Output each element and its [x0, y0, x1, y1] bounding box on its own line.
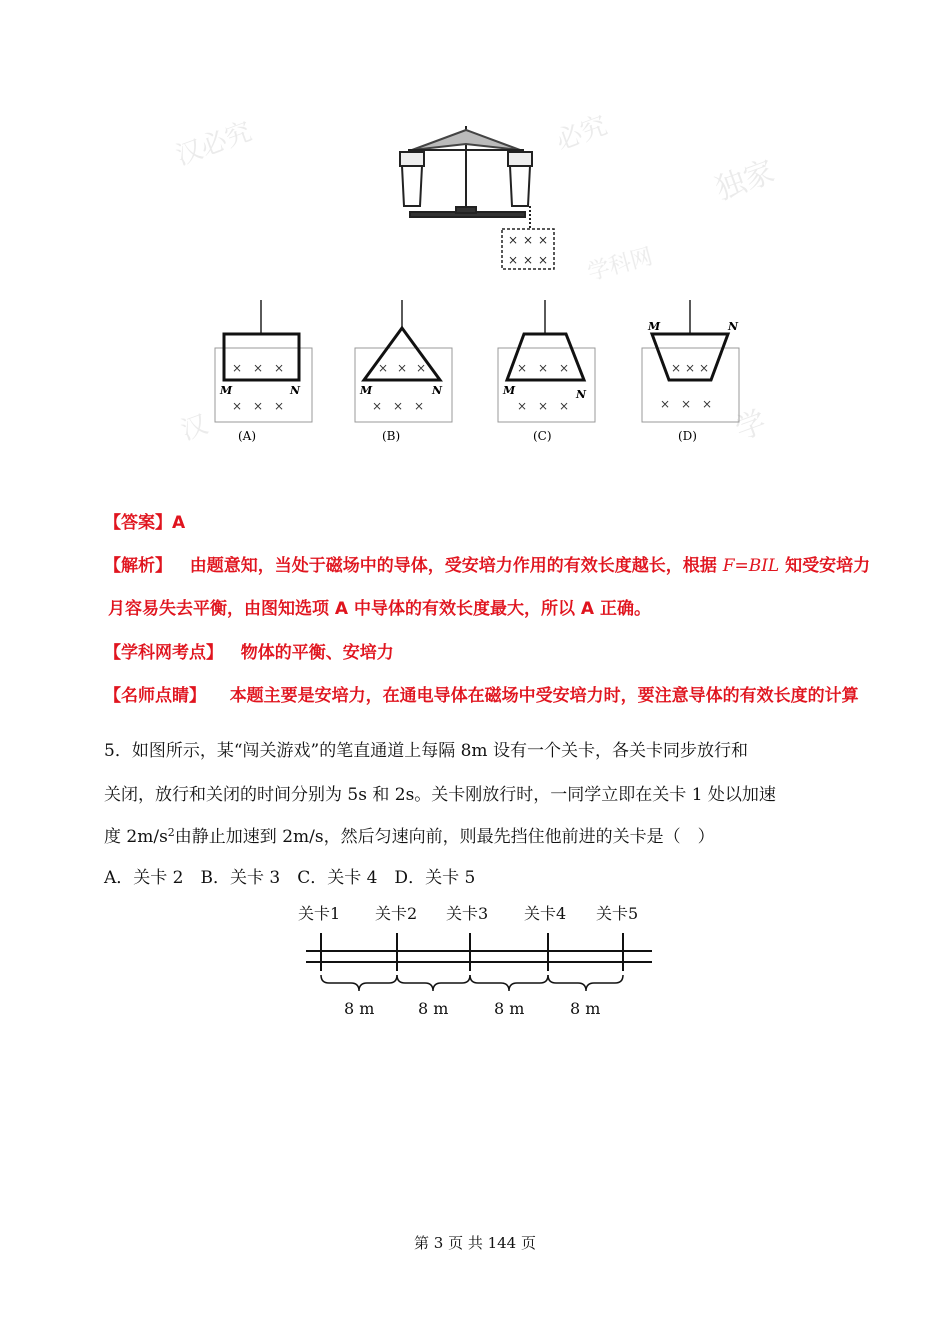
svg-text:×: × — [274, 361, 285, 375]
svg-text:N: N — [576, 388, 587, 401]
question-text-1: 5．如图所示，某“闯关游戏”的笔直通道上每隔 8m 设有一个关卡，各关卡同步放行和 — [104, 741, 748, 761]
question-text-2: 关闭，放行和关闭的时间分别为 5s 和 2s。关卡刚放行时，一同学立即在关卡 1 处以加速 — [104, 785, 776, 805]
analysis-line-2 — [108, 594, 651, 619]
spacing-labels — [344, 999, 600, 1018]
svg-text:M: M — [503, 384, 516, 397]
svg-text:×: × — [378, 361, 389, 375]
svg-text:(B): (B) — [382, 429, 401, 443]
balance-field-crosses — [508, 233, 548, 267]
analysis-text-2: 月容易失去平衡，由图知选项 A 中导体的有效长度最大，所以 A 正确。 — [108, 599, 651, 619]
spacing-label: 8 m — [344, 999, 375, 1018]
mingshi-text: 本题主要是安培力，在通电导体在磁场中受安培力时，要注意导体的有效长度的计算 — [229, 686, 859, 706]
svg-text:×: × — [253, 399, 264, 413]
question-options — [104, 863, 475, 888]
svg-text:必究: 必究 — [552, 110, 612, 157]
panel-b — [355, 300, 452, 443]
spacing-label: 8 m — [494, 999, 525, 1018]
balance-scale — [400, 126, 554, 269]
svg-text:N: N — [290, 384, 301, 397]
answer-value: A — [172, 513, 186, 533]
mingshi-tag: 【名师点睛】 — [104, 686, 206, 706]
analysis-text-1a: 由题意知，当处于磁场中的导体，受安培力作用的有效长度越长，根据 — [189, 556, 717, 576]
svg-text:M: M — [648, 320, 661, 333]
svg-text:×: × — [538, 399, 549, 413]
svg-text:×: × — [559, 361, 570, 375]
svg-text:独家: 独家 — [710, 154, 780, 208]
svg-text:×: × — [414, 399, 425, 413]
kaodian-text: 物体的平衡、安培力 — [240, 643, 394, 663]
spacing-label: 8 m — [570, 999, 601, 1018]
svg-text:(C): (C) — [533, 429, 552, 443]
svg-text:×: × — [523, 253, 534, 267]
question-line-1 — [104, 736, 748, 761]
svg-text:×: × — [393, 399, 404, 413]
svg-text:×: × — [517, 361, 528, 375]
svg-text:×: × — [538, 253, 549, 267]
panel-d — [642, 300, 739, 443]
kaodian-tag: 【学科网考点】 — [104, 643, 223, 663]
svg-text:×: × — [699, 361, 710, 375]
page-footer — [0, 1232, 950, 1253]
svg-text:×: × — [671, 361, 682, 375]
svg-text:(D): (D) — [678, 429, 697, 443]
question-line-3 — [104, 822, 715, 847]
balance-figure — [0, 100, 950, 460]
question-superscript: 2 — [167, 826, 175, 839]
gates-figure — [290, 895, 670, 1025]
svg-text:N: N — [432, 384, 443, 397]
question-line-2 — [104, 780, 776, 805]
svg-text:×: × — [253, 361, 264, 375]
svg-text:×: × — [232, 361, 243, 375]
svg-text:N: N — [728, 320, 739, 333]
mingshi-line — [104, 681, 859, 706]
answer-tag: 【答案】 — [104, 513, 172, 533]
svg-text:学: 学 — [730, 404, 771, 448]
svg-text:汉必究: 汉必究 — [172, 116, 256, 172]
analysis-tag: 【解析】 — [104, 556, 172, 576]
analysis-line-1 — [104, 551, 870, 576]
answer-line — [104, 508, 185, 533]
page-number: 第 3 页 共 144 页 — [413, 1234, 536, 1252]
svg-text:×: × — [685, 361, 696, 375]
track — [306, 933, 652, 971]
question-text-3a: 度 2m/s — [104, 827, 168, 847]
panel-c — [498, 300, 595, 443]
kaodian-line — [104, 638, 394, 663]
question-text-3b: 由静止加速到 2m/s，然后匀速向前，则最先挡住他前进的关卡是（ ） — [174, 827, 715, 847]
svg-text:学科网: 学科网 — [585, 244, 656, 286]
svg-text:M: M — [220, 384, 233, 397]
analysis-formula: F=BIL — [722, 556, 780, 576]
svg-text:×: × — [372, 399, 383, 413]
gate-label: 关卡2 — [375, 904, 418, 923]
svg-text:×: × — [538, 361, 549, 375]
svg-text:×: × — [660, 397, 671, 411]
svg-text:汉: 汉 — [177, 409, 212, 447]
gate-label: 关卡1 — [298, 904, 341, 923]
svg-text:×: × — [274, 399, 285, 413]
gate-labels — [298, 904, 638, 923]
svg-text:×: × — [232, 399, 243, 413]
svg-text:×: × — [517, 399, 528, 413]
svg-text:×: × — [508, 253, 519, 267]
panel-a — [215, 300, 312, 443]
spacing-braces — [321, 975, 623, 991]
svg-text:×: × — [681, 397, 692, 411]
svg-text:×: × — [523, 233, 534, 247]
svg-text:×: × — [416, 361, 427, 375]
svg-text:×: × — [538, 233, 549, 247]
svg-text:×: × — [559, 399, 570, 413]
svg-text:×: × — [702, 397, 713, 411]
gate-label: 关卡5 — [596, 904, 639, 923]
svg-text:×: × — [397, 361, 408, 375]
analysis-text-1b: 知受安培力 — [785, 556, 871, 576]
svg-text:×: × — [508, 233, 519, 247]
svg-text:(A): (A) — [238, 429, 257, 443]
svg-text:M: M — [360, 384, 373, 397]
options-text: A．关卡 2 B．关卡 3 C．关卡 4 D．关卡 5 — [104, 868, 476, 888]
spacing-label: 8 m — [418, 999, 449, 1018]
gate-label: 关卡4 — [524, 904, 567, 923]
gate-label: 关卡3 — [446, 904, 489, 923]
